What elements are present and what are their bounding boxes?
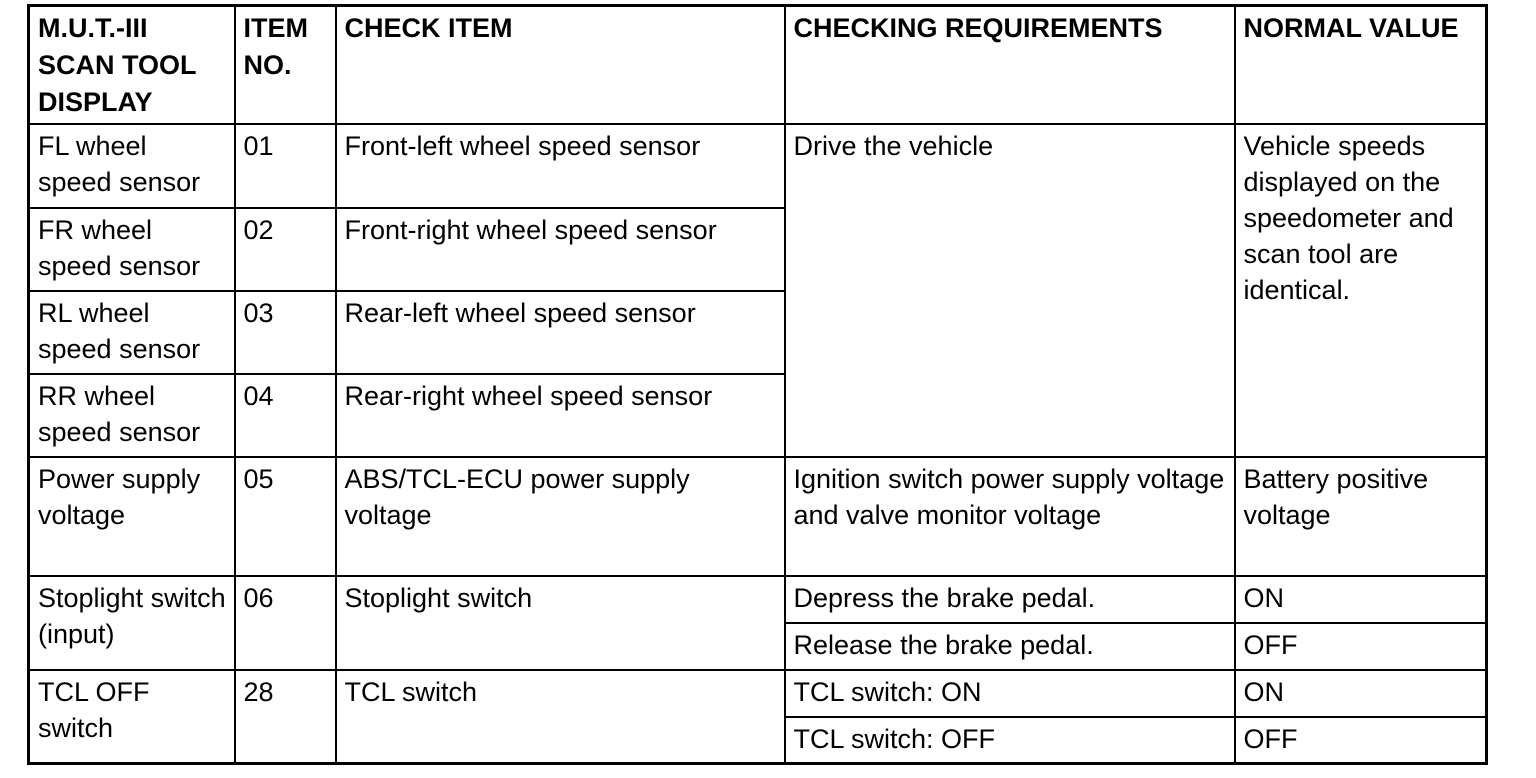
- requirement-cell: Release the brake pedal.: [785, 623, 1235, 670]
- display-cell: Power supply voltage: [29, 457, 235, 576]
- check-item-cell: Front-left wheel speed sensor: [336, 124, 785, 208]
- requirement-cell: Drive the vehicle: [785, 124, 1235, 457]
- display-cell: Stoplight switch (input): [29, 576, 235, 670]
- display-cell: RR wheel speed sensor: [29, 374, 235, 457]
- header-item-no: ITEM NO.: [235, 6, 336, 124]
- requirement-cell: TCL switch: ON: [785, 670, 1235, 717]
- table-row: [29, 124, 1487, 208]
- table-row: [29, 670, 1487, 717]
- item-no-cell: 01: [235, 124, 336, 208]
- display-cell: TCL OFF switch: [29, 670, 235, 764]
- header-normal-value: NORMAL VALUE: [1235, 6, 1487, 124]
- check-item-cell: Front-right wheel speed sensor: [336, 208, 785, 291]
- table-row: [29, 457, 1487, 576]
- requirement-cell: Depress the brake pedal.: [785, 576, 1235, 623]
- normal-value-cell: OFF: [1235, 623, 1487, 670]
- normal-value-cell: OFF: [1235, 717, 1487, 764]
- normal-value-cell: Vehicle speeds displayed on the speedometer and scan tool are identical.: [1235, 124, 1487, 457]
- table-row: [29, 576, 1487, 623]
- display-cell: FR wheel speed sensor: [29, 208, 235, 291]
- item-no-cell: 02: [235, 208, 336, 291]
- check-item-cell: TCL switch: [336, 670, 785, 764]
- item-no-cell: 28: [235, 670, 336, 764]
- item-no-cell: 05: [235, 457, 336, 576]
- header-row: [29, 6, 1487, 124]
- item-no-cell: 03: [235, 291, 336, 374]
- normal-value-cell: ON: [1235, 670, 1487, 717]
- header-requirements: CHECKING REQUIREMENTS: [785, 6, 1235, 124]
- item-no-cell: 06: [235, 576, 336, 670]
- check-item-cell: Rear-right wheel speed sensor: [336, 374, 785, 457]
- requirement-cell: Ignition switch power supply voltage and valve monitor voltage: [785, 457, 1235, 576]
- header-display: M.U.T.-III SCAN TOOL DISPLAY: [29, 6, 235, 124]
- requirement-cell: TCL switch: OFF: [785, 717, 1235, 764]
- item-no-cell: 04: [235, 374, 336, 457]
- check-item-cell: ABS/TCL-ECU power supply voltage: [336, 457, 785, 576]
- normal-value-cell: ON: [1235, 576, 1487, 623]
- check-item-cell: Rear-left wheel speed sensor: [336, 291, 785, 374]
- header-check-item: CHECK ITEM: [336, 6, 785, 124]
- normal-value-cell: Battery positive voltage: [1235, 457, 1487, 576]
- display-cell: FL wheel speed sensor: [29, 124, 235, 208]
- display-cell: RL wheel speed sensor: [29, 291, 235, 374]
- diagnostic-table: [27, 4, 1488, 765]
- check-item-cell: Stoplight switch: [336, 576, 785, 670]
